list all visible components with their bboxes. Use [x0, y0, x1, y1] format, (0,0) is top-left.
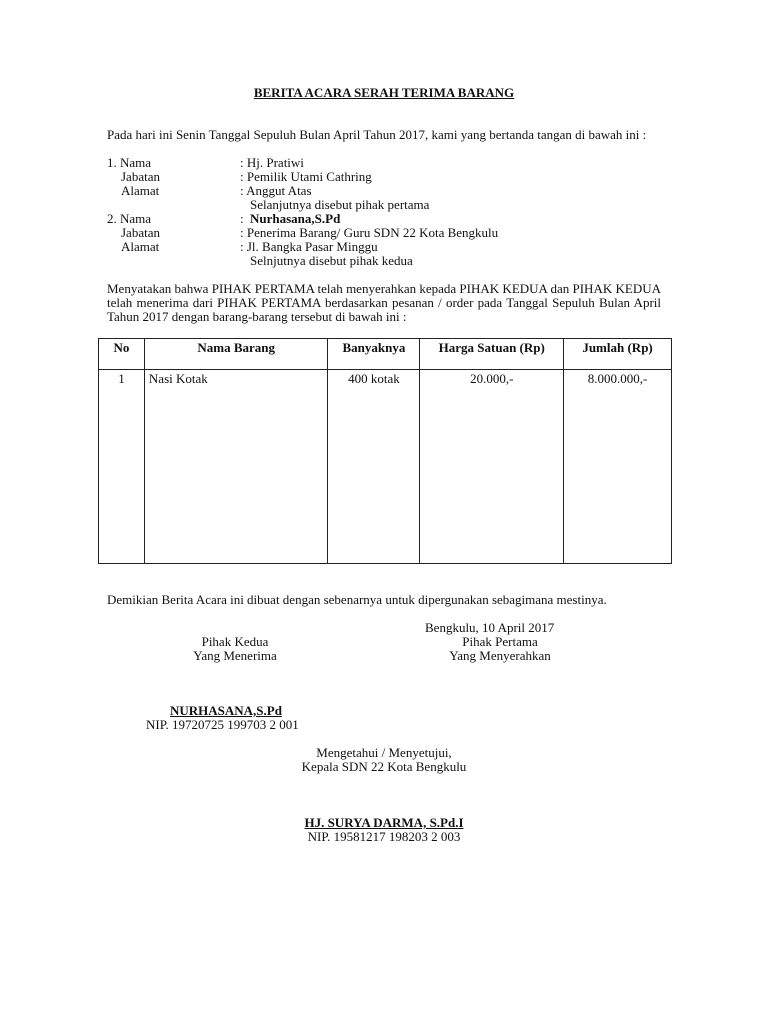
- party2-colon: :: [240, 211, 244, 226]
- sign-left-sub: Yang Menerima: [193, 648, 277, 663]
- approval-name: HJ. SURYA DARMA, S.Pd.I: [304, 815, 464, 830]
- header-nama-barang: Nama Barang: [144, 339, 328, 370]
- intro-paragraph: Pada hari ini Senin Tanggal Sepuluh Bulan April Tahun 2017, kami yang bertanda tangan di bawah ini :: [107, 127, 647, 142]
- closing-paragraph: Demikian Berita Acara ini dibuat dengan sebenarnya untuk dipergunakan sebagimana mestinya.: [107, 592, 607, 607]
- party2-label-alamat: Alamat: [121, 239, 160, 254]
- sign-left-name: NURHASANA,S.Pd: [170, 703, 282, 718]
- party2-jabatan: : Penerima Barang/ Guru SDN 22 Kota Bengkulu: [240, 225, 499, 240]
- party2-label-jabatan: Jabatan: [121, 225, 160, 240]
- party1-nama: : Hj. Pratiwi: [240, 155, 304, 170]
- cell-nama-barang: Nasi Kotak: [144, 370, 328, 564]
- header-harga-satuan: Harga Satuan (Rp): [420, 339, 564, 370]
- sign-left-role: Pihak Kedua: [201, 634, 269, 649]
- party1-label-jabatan: Jabatan: [121, 169, 160, 184]
- cell-no: 1: [99, 370, 145, 564]
- sign-left-nip: NIP. 19720725 199703 2 001: [146, 717, 299, 732]
- party1-label-nama: 1. Nama: [107, 155, 152, 170]
- approval-nip: NIP. 19581217 198203 2 003: [307, 829, 461, 844]
- party1-note: Selanjutnya disebut pihak pertama: [250, 197, 430, 212]
- party2-nama: Nurhasana,S.Pd: [250, 211, 341, 226]
- statement-paragraph: Menyatakan bahwa PIHAK PERTAMA telah menyerahkan kepada PIHAK KEDUA dan PIHAK KEDUA telah menerima dari PIHAK PERTAMA berdasarkan pesanan / order pada Tanggal Sepuluh Bulan April Tahun 2017 dengan barang-barang tersebut di bawah ini :: [107, 281, 661, 324]
- party2-note: Selnjutnya disebut pihak kedua: [250, 253, 413, 268]
- document-title: BERITA ACARA SERAH TERIMA BARANG: [253, 85, 515, 100]
- party1-alamat: : Anggut Atas: [240, 183, 312, 198]
- party2-alamat: : Jl. Bangka Pasar Minggu: [240, 239, 378, 254]
- party1-jabatan: : Pemilik Utami Cathring: [240, 169, 372, 184]
- cell-banyaknya: 400 kotak: [328, 370, 420, 564]
- place-date: Bengkulu, 10 April 2017: [425, 620, 555, 635]
- table-row: [99, 370, 672, 564]
- cell-jumlah: 8.000.000,-: [564, 370, 672, 564]
- items-table: [98, 338, 672, 564]
- approval-line2: Kepala SDN 22 Kota Bengkulu: [301, 759, 467, 774]
- header-no: No: [99, 339, 145, 370]
- approval-line1: Mengetahui / Menyetujui,: [316, 745, 452, 760]
- party2-label-nama: 2. Nama: [107, 211, 152, 226]
- header-jumlah: Jumlah (Rp): [564, 339, 672, 370]
- sign-right-sub: Yang Menyerahkan: [449, 648, 551, 663]
- header-banyaknya: Banyaknya: [328, 339, 420, 370]
- party1-label-alamat: Alamat: [121, 183, 160, 198]
- sign-right-role: Pihak Pertama: [462, 634, 538, 649]
- table-header-row: [99, 339, 672, 370]
- cell-harga-satuan: 20.000,-: [420, 370, 564, 564]
